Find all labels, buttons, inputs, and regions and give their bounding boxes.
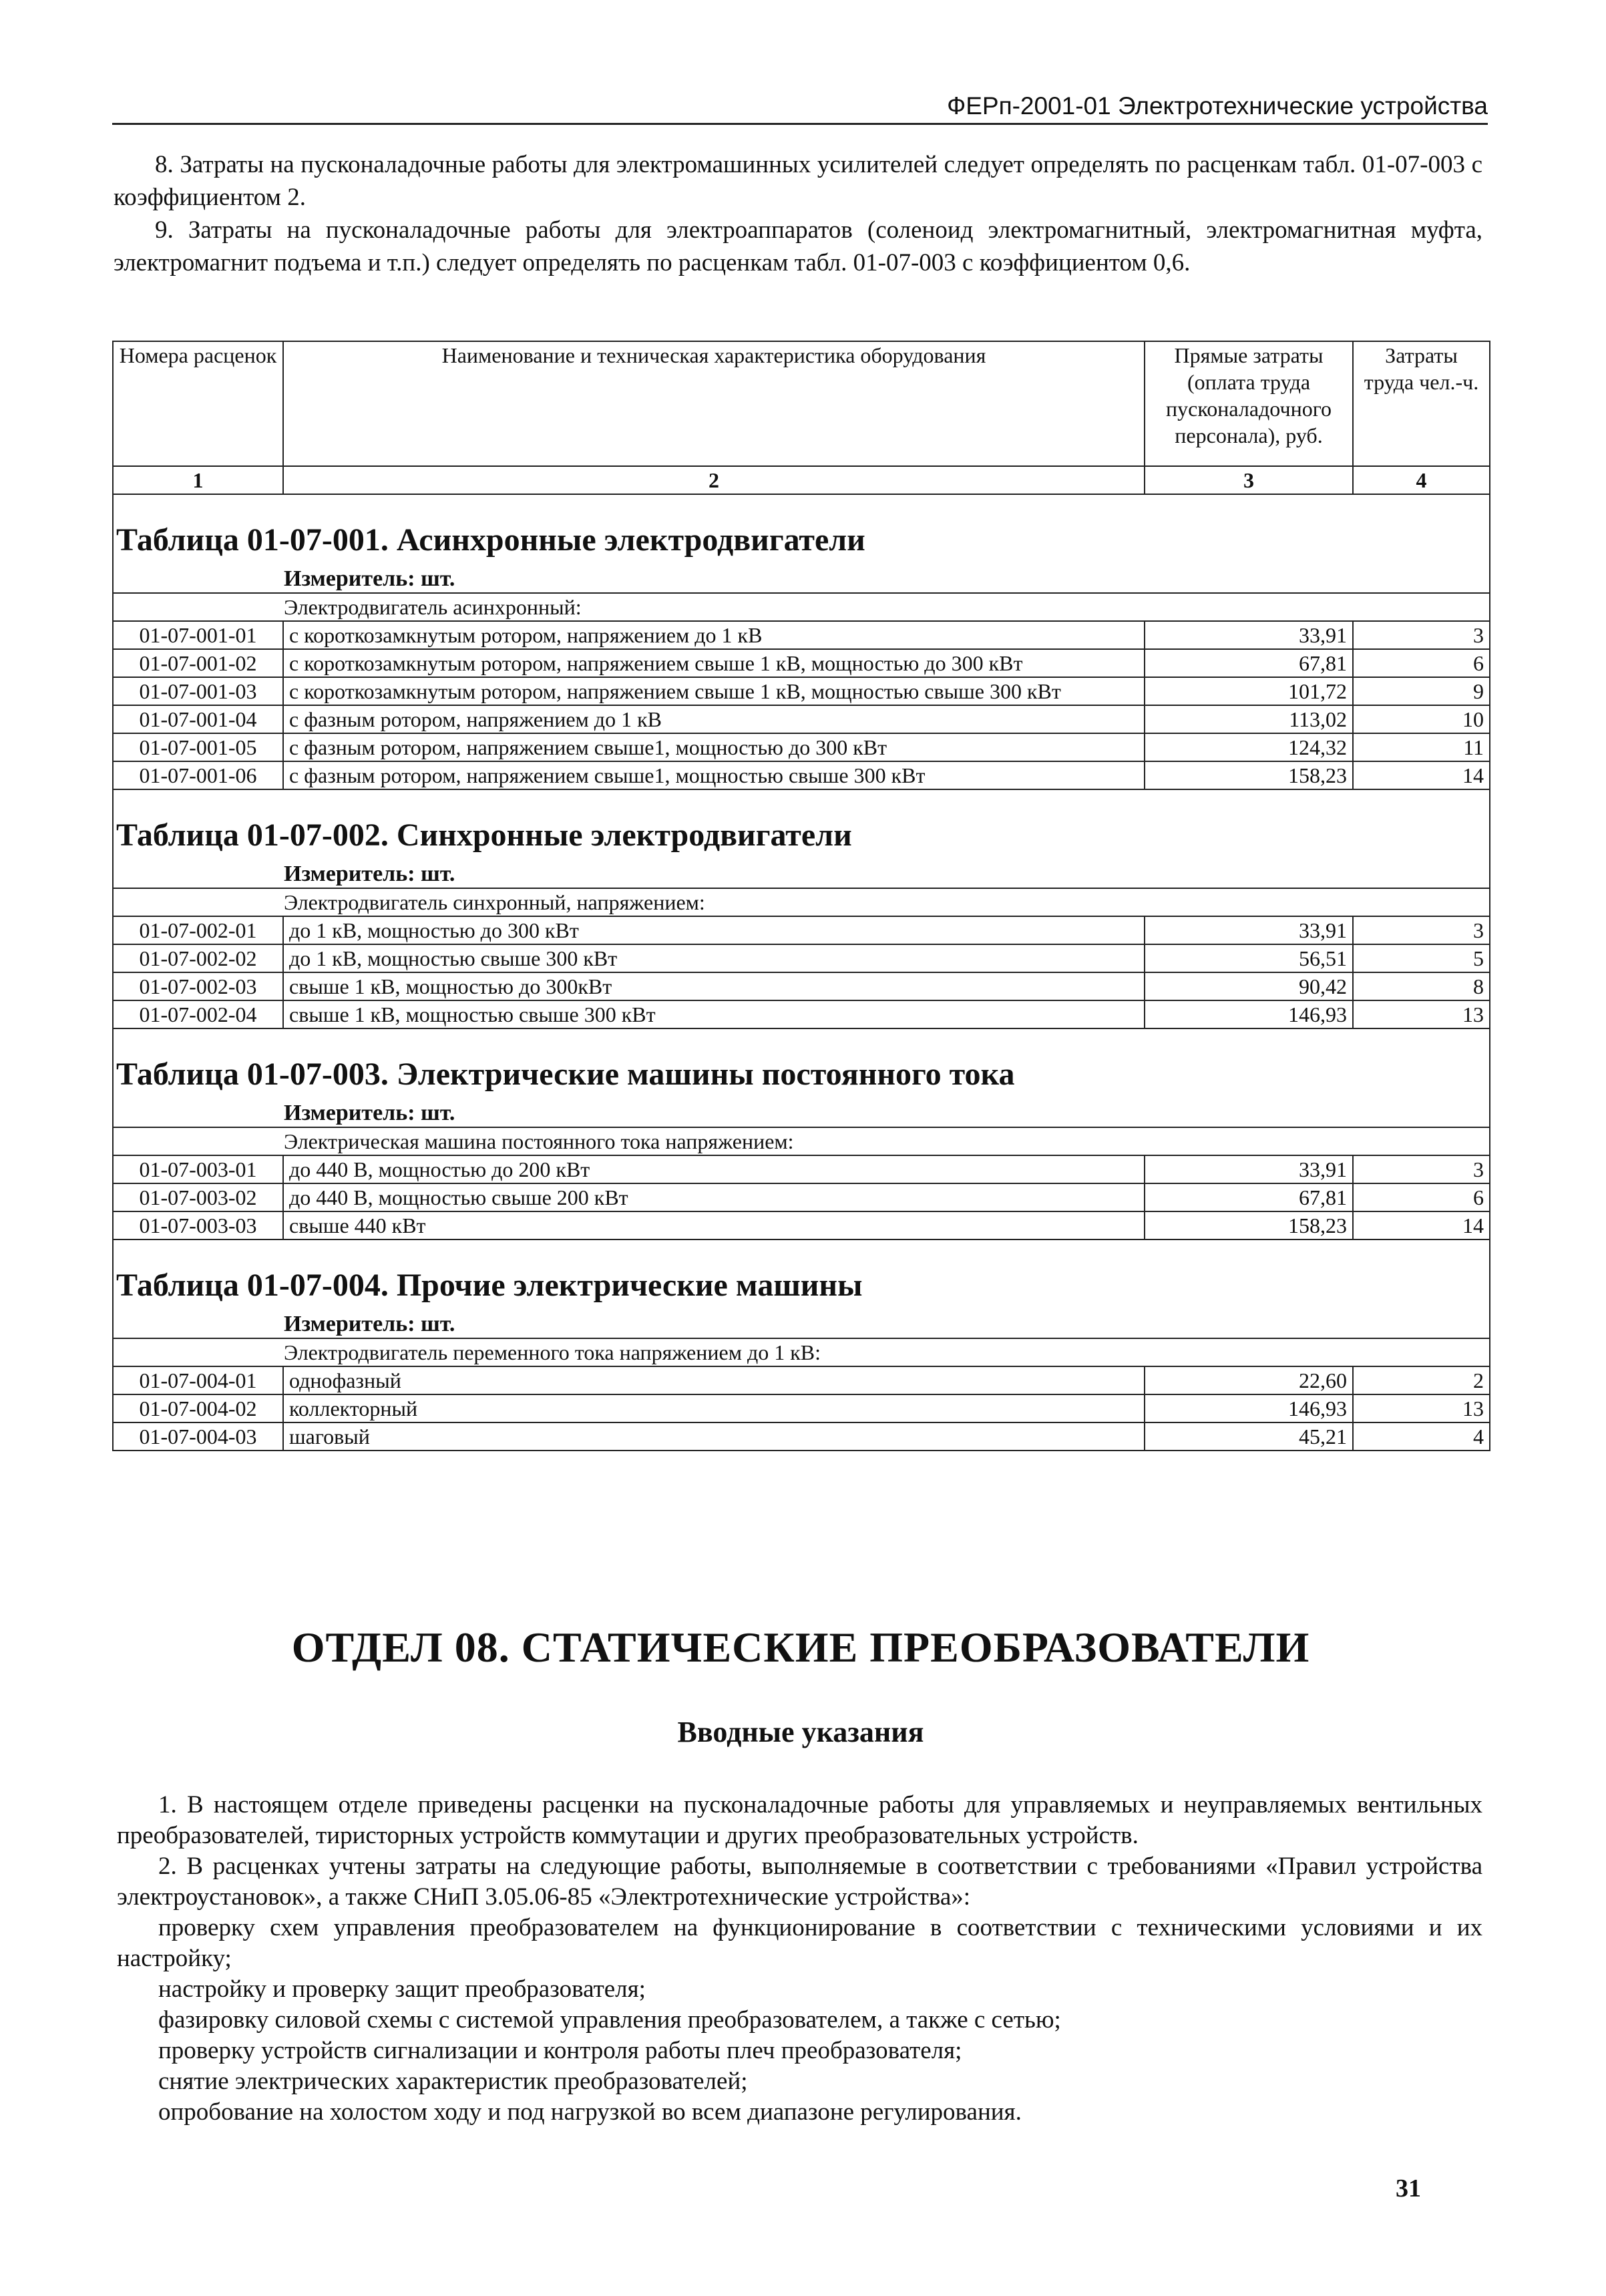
- col-header-codes: Номера расценок: [113, 341, 283, 466]
- table-row: [113, 916, 1490, 944]
- table-row: [113, 649, 1490, 677]
- paragraph-2: 2. В расценках учтены затраты на следующие работы, выполняемые в соответствии с требованиями «Правил устройства электроустановок», а также СНиП 3.05.06-85 «Электротехнические устройства»:: [117, 1853, 1482, 1911]
- work-item: снятие электрических характеристик преобразователей;: [158, 2068, 748, 2095]
- table-title: Таблица 01-07-004. Прочие электрические машины: [113, 1239, 1490, 1311]
- item-name: однофазный: [283, 1366, 1145, 1394]
- labor-cost: 4: [1353, 1422, 1490, 1451]
- item-name: свыше 1 кВ, мощностью до 300кВт: [283, 972, 1145, 1000]
- item-name: с короткозамкнутым ротором, напряжением свыше 1 кВ, мощностью свыше 300 кВт: [283, 677, 1145, 705]
- table-row: [113, 1366, 1490, 1394]
- table-row: [113, 1422, 1490, 1451]
- page-number: 31: [1396, 2174, 1421, 2203]
- rate-code: 01-07-003-03: [113, 1211, 283, 1239]
- direct-cost: 158,23: [1145, 1211, 1353, 1239]
- table-title: Таблица 01-07-002. Синхронные электродвигатели: [113, 789, 1490, 861]
- labor-cost: 6: [1353, 649, 1490, 677]
- item-name: свыше 440 кВт: [283, 1211, 1145, 1239]
- rate-code: 01-07-004-03: [113, 1422, 283, 1451]
- col-header-labor: Затраты труда чел.-ч.: [1353, 341, 1490, 466]
- measure-row: [113, 861, 1490, 888]
- rate-code: 01-07-004-02: [113, 1394, 283, 1422]
- table-title-row: [113, 1239, 1490, 1311]
- direct-cost: 90,42: [1145, 972, 1353, 1000]
- item-name: с короткозамкнутым ротором, напряжением свыше 1 кВ, мощностью до 300 кВт: [283, 649, 1145, 677]
- table-row: [113, 1183, 1490, 1211]
- work-item: проверку схем управления преобразователем на функционирование в соответствии с техническими условиями и их настройку;: [117, 1914, 1482, 1972]
- table-row: [113, 1155, 1490, 1183]
- rate-code: 01-07-002-03: [113, 972, 283, 1000]
- rate-code: 01-07-001-01: [113, 621, 283, 649]
- rate-code: 01-07-003-01: [113, 1155, 283, 1183]
- group-row: [113, 1127, 1490, 1155]
- section-subtitle: Вводные указания: [677, 1716, 924, 1748]
- item-name: шаговый: [283, 1422, 1145, 1451]
- item-name: свыше 1 кВ, мощностью свыше 300 кВт: [283, 1000, 1145, 1028]
- rate-code: 01-07-002-02: [113, 944, 283, 972]
- measure-unit: Измеритель: шт.: [113, 1100, 1490, 1127]
- direct-cost: 67,81: [1145, 649, 1353, 677]
- group-label: Электродвигатель асинхронный:: [113, 593, 1490, 621]
- item-name: до 440 В, мощностью свыше 200 кВт: [283, 1183, 1145, 1211]
- direct-cost: 56,51: [1145, 944, 1353, 972]
- measure-unit: Измеритель: шт.: [113, 566, 1490, 593]
- measure-row: [113, 1100, 1490, 1127]
- direct-cost: 22,60: [1145, 1366, 1353, 1394]
- group-row: [113, 1338, 1490, 1366]
- table-row: [113, 705, 1490, 733]
- work-item: опробование на холостом ходу и под нагрузкой во всем диапазоне регулирования.: [158, 2098, 1022, 2126]
- labor-cost: 9: [1353, 677, 1490, 705]
- col-header-name: Наименование и техническая характеристика оборудования: [283, 341, 1145, 466]
- work-item: проверку устройств сигнализации и контроля работы плеч преобразователя;: [158, 2037, 962, 2064]
- work-items-list: [117, 1913, 1482, 2128]
- rate-code: 01-07-001-06: [113, 761, 283, 789]
- measure-unit: Измеритель: шт.: [113, 861, 1490, 888]
- labor-cost: 5: [1353, 944, 1490, 972]
- table-header-row: [113, 341, 1490, 466]
- table-row: [113, 761, 1490, 789]
- section-body: [117, 1790, 1482, 2128]
- col-header-cost: Прямые затраты (оплата труда пусконаладочного персонала), руб.: [1145, 341, 1353, 466]
- col-number: 1: [113, 466, 283, 494]
- table-title: Таблица 01-07-003. Электрические машины постоянного тока: [113, 1028, 1490, 1100]
- table-row: [113, 1211, 1490, 1239]
- direct-cost: 33,91: [1145, 1155, 1353, 1183]
- labor-cost: 13: [1353, 1000, 1490, 1028]
- item-name: коллекторный: [283, 1394, 1145, 1422]
- table-row: [113, 1394, 1490, 1422]
- labor-cost: 3: [1353, 1155, 1490, 1183]
- group-label: Электродвигатель синхронный, напряжением:: [113, 888, 1490, 916]
- labor-cost: 3: [1353, 621, 1490, 649]
- note-8: 8. Затраты на пусконаладочные работы для электромашинных усилителей следует определять по расценкам табл. 01-07-003 с коэффициентом 2.: [114, 151, 1482, 211]
- table-sections: [113, 494, 1490, 1451]
- rate-code: 01-07-002-04: [113, 1000, 283, 1028]
- direct-cost: 158,23: [1145, 761, 1353, 789]
- table-row: [113, 1000, 1490, 1028]
- group-label: Электродвигатель переменного тока напряжением до 1 кВ:: [113, 1338, 1490, 1366]
- item-name: с фазным ротором, напряжением свыше1, мощностью свыше 300 кВт: [283, 761, 1145, 789]
- measure-row: [113, 566, 1490, 593]
- note-9: 9. Затраты на пусконаладочные работы для электроаппаратов (соленоид электромагнитный, электромагнитная муфта, электромагнит подъема и т.п.) следует определять по расценкам табл. 01-07-003 с коэффициентом 0,6.: [114, 216, 1482, 276]
- rate-code: 01-07-001-05: [113, 733, 283, 761]
- direct-cost: 146,93: [1145, 1394, 1353, 1422]
- direct-cost: 33,91: [1145, 621, 1353, 649]
- direct-cost: 124,32: [1145, 733, 1353, 761]
- item-name: до 1 кВ, мощностью до 300 кВт: [283, 916, 1145, 944]
- direct-cost: 67,81: [1145, 1183, 1353, 1211]
- rates-table: [112, 341, 1490, 1451]
- labor-cost: 10: [1353, 705, 1490, 733]
- table-row: [113, 944, 1490, 972]
- labor-cost: 13: [1353, 1394, 1490, 1422]
- direct-cost: 33,91: [1145, 916, 1353, 944]
- table-row: [113, 733, 1490, 761]
- section-title: ОТДЕЛ 08. СТАТИЧЕСКИЕ ПРЕОБРАЗОВАТЕЛИ: [291, 1623, 1310, 1671]
- rate-code: 01-07-002-01: [113, 916, 283, 944]
- item-name: с фазным ротором, напряжением свыше1, мощностью до 300 кВт: [283, 733, 1145, 761]
- paragraph-1: 1. В настоящем отделе приведены расценки на пусконаладочные работы для управляемых и неуправляемых вентильных преобразователей, тиристорных устройств коммутации и других преобразовательных устройств.: [117, 1791, 1482, 1849]
- table-title-row: [113, 789, 1490, 861]
- rate-code: 01-07-001-03: [113, 677, 283, 705]
- page-header: ФЕРп-2001-01 Электротехнические устройства: [112, 92, 1488, 125]
- direct-cost: 146,93: [1145, 1000, 1353, 1028]
- rate-code: 01-07-001-04: [113, 705, 283, 733]
- item-name: до 1 кВ, мощностью свыше 300 кВт: [283, 944, 1145, 972]
- rate-code: 01-07-003-02: [113, 1183, 283, 1211]
- work-item: настройку и проверку защит преобразователя;: [158, 1975, 646, 2003]
- measure-row: [113, 1311, 1490, 1338]
- direct-cost: 113,02: [1145, 705, 1353, 733]
- table-row: [113, 972, 1490, 1000]
- work-item: фазировку силовой схемы с системой управления преобразователем, а также с сетью;: [158, 2006, 1061, 2034]
- labor-cost: 14: [1353, 1211, 1490, 1239]
- col-number: 3: [1145, 466, 1353, 494]
- rate-code: 01-07-001-02: [113, 649, 283, 677]
- col-number: 4: [1353, 466, 1490, 494]
- group-row: [113, 888, 1490, 916]
- direct-cost: 45,21: [1145, 1422, 1353, 1451]
- item-name: до 440 В, мощностью до 200 кВт: [283, 1155, 1145, 1183]
- intro-notes: [114, 148, 1482, 279]
- table-title-row: [113, 494, 1490, 566]
- table-title-row: [113, 1028, 1490, 1100]
- labor-cost: 6: [1353, 1183, 1490, 1211]
- table-row: [113, 621, 1490, 649]
- item-name: с короткозамкнутым ротором, напряжением до 1 кВ: [283, 621, 1145, 649]
- table-title: Таблица 01-07-001. Асинхронные электродвигатели: [113, 494, 1490, 566]
- labor-cost: 14: [1353, 761, 1490, 789]
- labor-cost: 3: [1353, 916, 1490, 944]
- direct-cost: 101,72: [1145, 677, 1353, 705]
- col-number: 2: [283, 466, 1145, 494]
- group-label: Электрическая машина постоянного тока напряжением:: [113, 1127, 1490, 1155]
- labor-cost: 11: [1353, 733, 1490, 761]
- rate-code: 01-07-004-01: [113, 1366, 283, 1394]
- table-row: [113, 677, 1490, 705]
- item-name: с фазным ротором, напряжением до 1 кВ: [283, 705, 1145, 733]
- measure-unit: Измеритель: шт.: [113, 1311, 1490, 1338]
- group-row: [113, 593, 1490, 621]
- labor-cost: 8: [1353, 972, 1490, 1000]
- column-number-row: [113, 466, 1490, 494]
- labor-cost: 2: [1353, 1366, 1490, 1394]
